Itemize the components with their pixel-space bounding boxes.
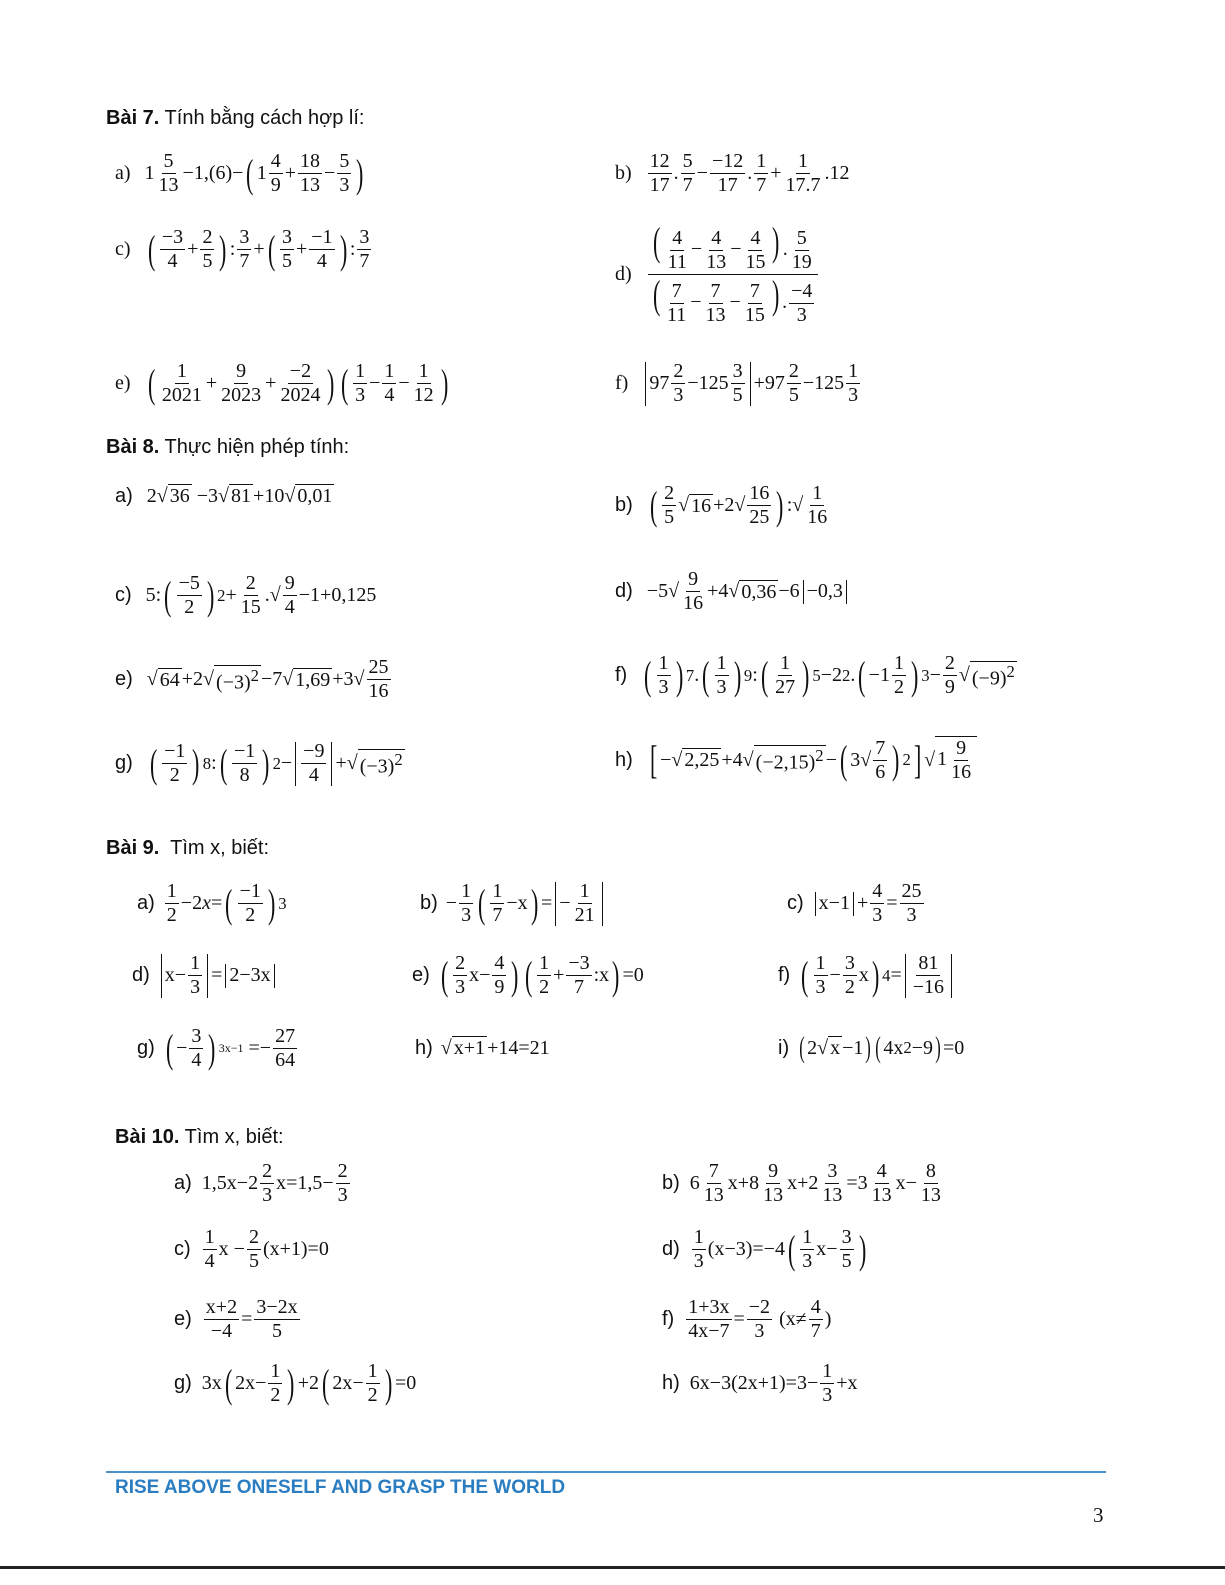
exercise-8-item-c: [115, 572, 376, 619]
exercise-9-item-d: [132, 952, 278, 999]
math-expression: 5: ( −5 2 ) 2 + 2 15 .√ 9 4 −1+0,125: [145, 572, 377, 618]
exercise-7-item-b: [615, 150, 850, 197]
math-expression: √ 64 +2√ $(-3)^2$ −7√ 1,69 +3√ 25 16: [146, 656, 389, 702]
exercise-10-item-c: [174, 1226, 329, 1273]
exercise-9-item-i: [778, 1033, 964, 1063]
exercise-8-item-d: [615, 568, 850, 615]
item-label: d): [615, 262, 632, 285]
item-label: e): [174, 1308, 192, 1330]
item-label: f): [778, 964, 791, 986]
bottom-border: [0, 1566, 1225, 1569]
exercise-10-heading: [115, 1126, 284, 1149]
exercise-10-item-g: [174, 1360, 416, 1407]
math-expression: −5√ 9 16 +4√ 0,36 −6 −0,3: [647, 568, 850, 615]
item-label: i): [778, 1036, 790, 1059]
exercise-7-item-c: [115, 226, 373, 273]
item-label: f): [662, 1308, 675, 1330]
math-expression: √ x+1 +14=21: [440, 1036, 550, 1059]
item-label: c): [174, 1238, 191, 1260]
math-expression: 1 2 −2 x = ( −1 2 ) 3: [166, 880, 287, 926]
exercise-9-item-h: [415, 1036, 550, 1060]
math-expression: ( $\frac{4}{11}$ − $\frac{4}{13}$ − $\frac{4}{15}$ ) . $\frac{5}{19}$ ( $\frac{7}{11}$ − $\frac{7}{13}$ − $\frac{7}{15}$ ) . $\frac{-4}{3}$: [646, 222, 821, 327]
math-expression: 3x ( 2x− 1 2 ) +2 ( 2x− 1 2 ) =0: [201, 1360, 417, 1406]
math-expression: x−1 + 4 3 = 25 3: [812, 880, 926, 927]
exercise-10-item-e: [174, 1296, 302, 1343]
math-expression: 1 5 13 −1,(6)− ( 1 4 9 + 18 13 − 5 3 ): [144, 150, 364, 196]
math-expression: [ −√ 2,25 +4√ $(-2,15)^2$ − ( 3√ 7 6 ) 2 ] √ 1 $\frac{9}{16}$: [647, 736, 977, 784]
exercise-8-item-h: [615, 736, 977, 784]
math-expression: 97 2 3 −125 3 5 +97 2 5 −125 1 3: [642, 360, 862, 407]
item-label: d): [132, 964, 150, 986]
item-label: a): [137, 892, 155, 914]
exercise-9-item-c: [787, 880, 926, 927]
exercise-7-heading: [106, 107, 364, 130]
item-label: b): [420, 892, 438, 914]
item-label: c): [115, 584, 132, 606]
item-label: c): [787, 892, 804, 914]
math-expression: 1 3 (x−3)=−4 ( 1 3 x− 3 5 ): [693, 1226, 866, 1272]
item-label: a): [174, 1172, 192, 1194]
exercise-8-item-e: [115, 656, 393, 703]
exercise-9-item-a: [137, 880, 287, 927]
math-expression: 6 7 13 x+8 9 13 x+2 3 13 =3 4 13 x− 8 13: [689, 1160, 941, 1206]
math-expression: ( −3 4 + 2 5 ) : 3 7 + ( 3 5 + −1 4 ) : 3 7: [147, 226, 370, 272]
exercise-10-item-h: [662, 1360, 858, 1407]
exercise-10-item-d: [662, 1226, 869, 1273]
exercise-7-instruction: Tính bằng cách hợp lí:: [159, 107, 365, 129]
exercise-8-heading: [106, 436, 349, 459]
exercise-7-item-f: [615, 360, 862, 407]
exercise-7-number: Bài 7.: [106, 107, 160, 129]
exercise-10-instruction: Tìm x, biết:: [179, 1126, 284, 1148]
math-expression: ( 1 3 ) 7 . ( 1 3 ) 9 : ( 1 27 ) 5 −2 2 . ( −1 1 2 ) 3 − 2 9 √ $(-9)^2$: [644, 652, 1015, 698]
item-label: e): [115, 372, 131, 394]
item-label: g): [115, 752, 133, 774]
exercise-7-item-a: [115, 150, 367, 197]
math-expression: − 1 3 ( 1 7 −x ) = − 1 21: [446, 880, 606, 927]
item-label: c): [115, 238, 131, 260]
footer-divider: [106, 1471, 1106, 1473]
math-expression: 1 4 x − 2 5 (x+1)=0: [204, 1226, 329, 1272]
math-expression: 6x−3(2x+1)=3− 1 3 +x: [689, 1360, 858, 1406]
item-label: d): [662, 1238, 680, 1260]
math-expression: ( 2√ x −1 ) ( 4x 2 −9 ) =0: [799, 1031, 965, 1064]
exercise-8-number: Bài 8.: [106, 436, 160, 458]
exercise-10-item-f: [662, 1296, 831, 1343]
item-label: f): [615, 664, 628, 686]
page-number: 3: [1093, 1503, 1104, 1527]
item-label: b): [615, 162, 632, 184]
math-expression: ( − 3 4 ) 3x−1 =− 27 64: [165, 1025, 296, 1071]
item-label: g): [137, 1037, 155, 1059]
item-label: d): [615, 580, 633, 602]
math-expression: ( 2 3 x− 4 9 ) ( 1 2 + −3 7 :x ) =0: [440, 952, 644, 998]
item-label: e): [412, 964, 430, 986]
item-label: b): [615, 494, 633, 516]
item-label: e): [115, 668, 133, 690]
exercise-8-instruction: Thực hiện phép tính:: [159, 436, 350, 458]
math-expression: 1,5x−2 2 3 x=1,5− 2 3: [201, 1160, 348, 1206]
math-expression: 12 17 . 5 7 − −12 17 . 1 7 + 1 17.7 .12: [649, 150, 850, 196]
item-label: h): [662, 1372, 680, 1394]
exercise-7-item-d: [615, 219, 820, 327]
exercise-9-instruction: Tìm x, biết:: [159, 837, 270, 859]
exercise-8-item-f: [615, 652, 1017, 699]
exercise-9-item-g: [137, 1025, 299, 1072]
math-expression: ( −1 2 ) 8 : ( −1 8 ) 2 − −9 4 +√ $(-3)^2$: [149, 740, 403, 786]
math-expression: 2√ 36 −3√ 81 +10√ 0,01: [146, 484, 333, 507]
exercise-9-item-e: [412, 952, 644, 999]
math-expression: x+2 −4 = 3−2x 5: [205, 1296, 298, 1342]
item-label: f): [615, 372, 629, 394]
math-expression: ( 2 5 √ 16 +2√ 16 25 ) :√ 1 16: [649, 482, 828, 528]
item-label: a): [115, 484, 133, 507]
exercise-9-number: Bài 9.: [106, 837, 160, 859]
item-label: g): [174, 1372, 192, 1394]
exercise-8-item-g: [115, 740, 405, 787]
math-expression: 1+3x 4x−7 = −2 3 (x≠ 4 7 ): [688, 1296, 832, 1342]
exercise-9-item-b: [420, 880, 606, 927]
item-label: h): [415, 1036, 433, 1059]
exercise-8-item-a: [115, 484, 334, 508]
item-label: b): [662, 1172, 680, 1194]
math-expression: ( 1 3 − 3 2 x ) 4 = 81 −16: [798, 952, 955, 999]
exercise-9-item-f: [778, 952, 955, 999]
exercise-10-item-a: [174, 1160, 352, 1207]
item-label: h): [615, 748, 633, 771]
exercise-8-item-b: [615, 482, 831, 529]
exercise-10-item-b: [662, 1160, 945, 1207]
exercise-7-item-e: [115, 360, 451, 407]
exercise-9-heading: [106, 837, 269, 860]
math-expression: ( 1 2021 + 9 2023 + −2 2024 ) ( 1 3 − 1 4 − 1 12 ): [147, 360, 448, 406]
math-expression: x− 1 3 = 2−3x: [158, 952, 278, 999]
footer-slogan: RISE ABOVE ONESELF AND GRASP THE WORLD: [115, 1477, 566, 1498]
item-label: a): [115, 162, 131, 184]
exercise-10-number: Bài 10.: [115, 1126, 180, 1148]
